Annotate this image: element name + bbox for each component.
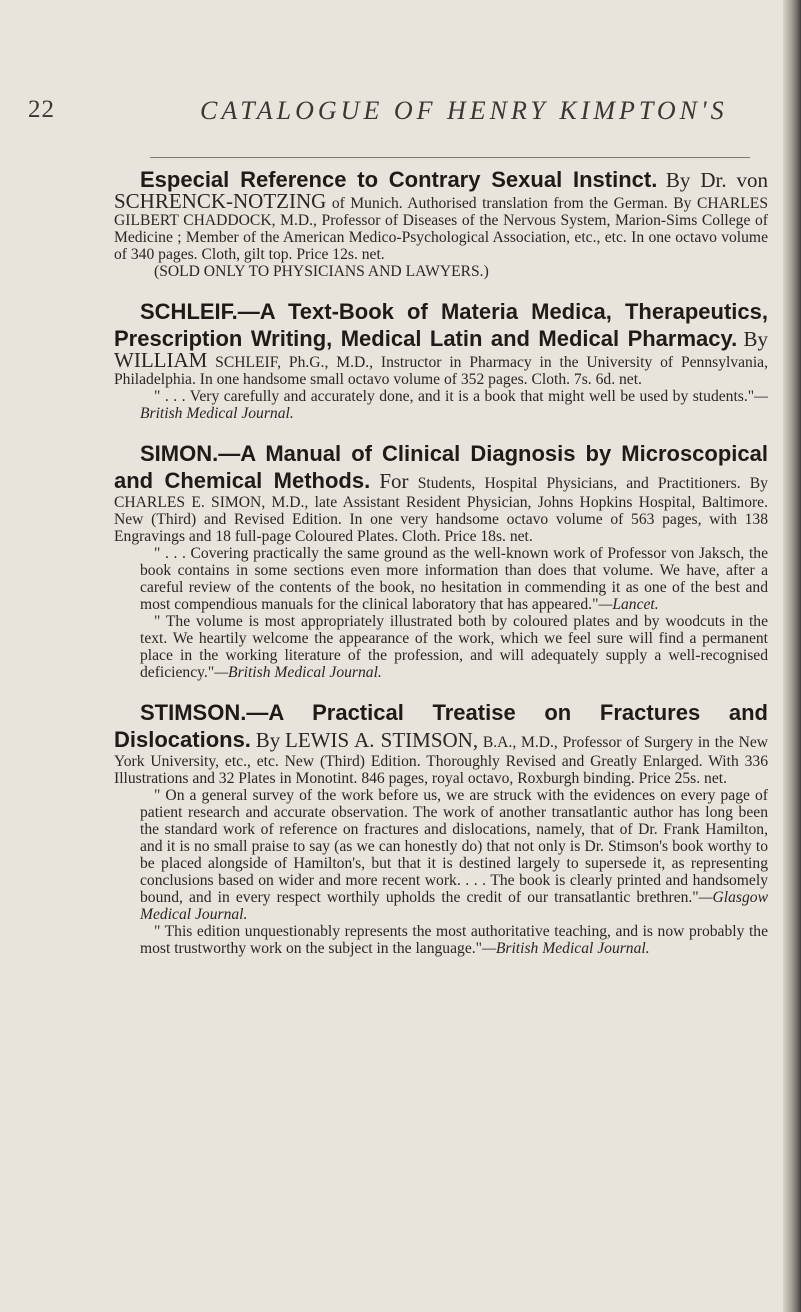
- catalogue-entry-schleif: [114, 298, 768, 422]
- entry-author-prefix: For: [379, 469, 409, 493]
- entry-title: STIMSON.—A Practical Treatise on Fractures and Dislocations.: [114, 700, 768, 752]
- quote-source: —British Medical Journal.: [140, 388, 768, 422]
- entry-description: [114, 699, 768, 787]
- review-quote: [140, 787, 768, 923]
- quote-source: —British Medical Journal.: [482, 940, 650, 957]
- entry-description: [114, 440, 768, 545]
- entry-details: B.A., M.D., Professor of Surgery in the New York University, etc., etc. New (Third) Edition. Thoroughly Revised and Greatly Enlarged. With 336 Illustrations and 32 Plates in Monotint. 846 pages, royal octavo, Roxburgh binding. Price 25s. net.: [114, 734, 769, 787]
- entry-description: [114, 298, 768, 388]
- entry-details: of Munich. Authorised translation from the German. By CHARLES GILBERT CHADDOCK, M.D., Professor of Diseases of the Nervous System, Marion-Sims College of Medicine ; Member of the American Medico-Psychological Association, etc., etc. In one octavo volume of 340 pages. Cloth, gilt top. Price 12s. net.: [114, 195, 768, 263]
- entry-title: Especial Reference to Contrary Sexual Instinct.: [140, 167, 658, 192]
- header-rule: [150, 157, 750, 158]
- entry-details: SCHLEIF, Ph.G., M.D., Instructor in Pharmacy in the University of Pennsylvania, Philadelphia. In one handsome small octavo volume of 352 pages. Cloth. 7s. 6d. net.: [114, 354, 768, 388]
- catalogue-entry-stimson: [114, 699, 769, 957]
- quote-text: " On a general survey of the work before us, we are struck with the evidences on every page of patient research and accurate observation. The work of another transatlantic author has long been the standard work of reference on fractures and dislocations, namely, that of Dr. Frank Hamilton, and it is no small praise to say (as we can honestly do) that not only is Dr. Stimson's book worthy to be placed alongside of Hamilton's, but that it is destined largely to supersede it, as representing conclusions based on wider and more recent work. . . . The book is clearly printed and handsomely bound, and in every respect worthily upholds the credit of our transatlantic brethren.": [140, 787, 768, 906]
- quote-text: " This edition unquestionably represents the most authoritative teaching, and is now probably the most trustworthy work on the subject in the language.": [140, 923, 768, 957]
- quote-source: —Glasgow Medical Journal.: [140, 889, 768, 923]
- quote-text: " . . . Very carefully and accurately done, and it is a book that might well be used by students.": [154, 388, 755, 405]
- entry-description: [114, 166, 768, 263]
- review-quote: [140, 545, 768, 613]
- entry-author-prefix: By: [255, 728, 281, 752]
- quote-text: " . . . Covering practically the same ground as the well-known work of Professor von Jaksch, the book contains in some sections even more information than does that volume. We have, after a careful review of the contents of the book, no hesitation in commending it as one of the best and most compendious manuals for the clinical laboratory that has appeared.": [140, 545, 768, 613]
- entry-details: Students, Hospital Physicians, and Practitioners. By CHARLES E. SIMON, M.D., late Assistant Resident Physician, Johns Hopkins Hospital, Baltimore. New (Third) and Revised Edition. In one very handsome octavo volume of 563 pages, with 138 Engravings and 18 full-page Coloured Plates. Cloth. Price 18s. net.: [114, 475, 768, 545]
- entry-title: SCHLEIF.—A Text-Book of Materia Medica, Therapeutics, Prescription Writing, Medical Latin and Medical Pharmacy.: [114, 299, 768, 351]
- quote-text: " The volume is most appropriately illustrated both by coloured plates and by woodcuts in the text. We heartily welcome the appearance of the work, which we feel sure will find a permanent place in the working literature of the profession, and will adequately supply a well-recognised deficiency.": [140, 613, 768, 681]
- entry-author: WILLIAM: [114, 348, 208, 372]
- entry-author: LEWIS A. STIMSON,: [285, 728, 479, 752]
- quote-source: —British Medical Journal.: [214, 664, 382, 681]
- entry-title: SIMON.—A Manual of Clinical Diagnosis by Microscopical and Chemical Methods.: [114, 441, 768, 493]
- review-quote: [140, 923, 768, 957]
- catalogue-entries: [114, 166, 769, 975]
- entry-author-prefix: By: [743, 327, 768, 351]
- entry-note: (SOLD ONLY TO PHYSICIANS AND LAWYERS.): [154, 263, 489, 280]
- catalogue-entry-simon: [114, 440, 768, 681]
- entry-author-prefix: By Dr. von: [665, 168, 768, 192]
- entry-author: SCHRENCK-NOTZING: [114, 189, 327, 213]
- page-number: 22: [28, 96, 55, 123]
- quote-source: —Lancet.: [598, 596, 659, 613]
- running-head: CATALOGUE OF HENRY KIMPTON'S: [200, 96, 728, 125]
- review-quote: [140, 613, 768, 681]
- page-edge-shadow: [783, 0, 801, 1312]
- page-header: [28, 96, 768, 136]
- catalogue-entry-schrenck-notzing: [114, 166, 768, 280]
- review-quote: [140, 388, 768, 422]
